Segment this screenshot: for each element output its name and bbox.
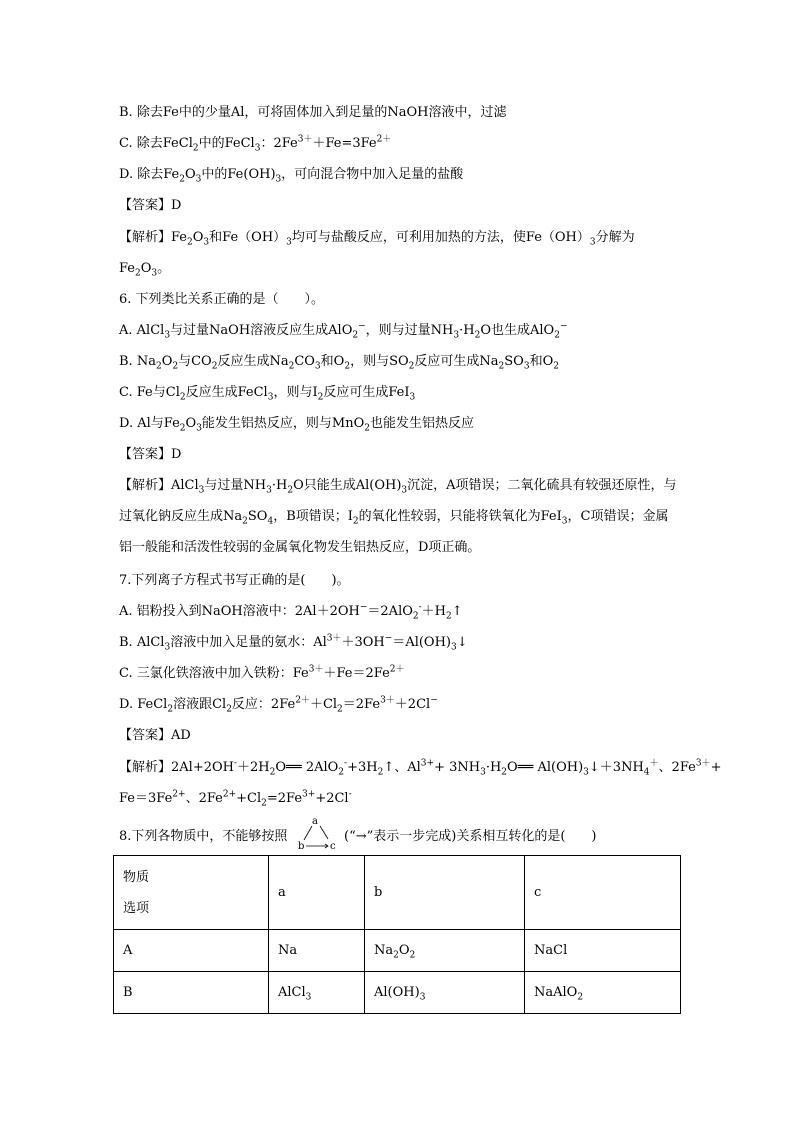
q5-analysis-line2: $Fe_2O_3$。 [119,261,171,279]
q8-stem-part2: (“→”表示一步完成)关系相互转化的是( ) [344,829,597,844]
q6-stem: 6. 下列类比关系正确的是（ ）。 [119,292,325,307]
q7-analysis-line2: $Fe=3Fe^{2+}$、$2Fe^{2+}+Cl_2=2Fe^{3+}+2Cl^-$ [119,789,352,809]
q7-stem: 7.下列离子方程式书写正确的是( )。 [119,573,350,588]
q7-analysis-line1: 【解析】$2Al+2OH^-+2H_2O══$ $2AlO_2^-+3H_2↑$、$Al^{3+}+$ $3NH_3\cdot H_2O══$ $Al(OH)_3↓+3NH_4^+$、$2Fe^{3+}+$ [119,758,722,778]
q5-option-c: C. 除去FeCl$_2$中的FeCl$_3$：$2Fe^{3+}+Fe=3Fe^{2+}$ [119,134,392,154]
q5-option-d: D. 除去$Fe_2O_3$中的$Fe(OH)_3$，可向混合物中加入足量的盐酸 [119,167,464,185]
q5-answer: 【答案】D [119,198,182,213]
row-label: B [114,972,269,1014]
table-row [114,972,681,1014]
table-corner-cell: 物质 选项 [114,856,269,930]
q7-option-a: A. 铝粉投入到NaOH溶液中：$2Al+2OH^-=2AlO_2^-+H_2↑$ [119,602,463,622]
diagram-label-a: a [312,816,318,827]
diagram-arrow-a-to-c [320,826,328,839]
q7-option-d: D. FeCl$_2$溶液跟$Cl_2$反应：$2Fe^{2+}+Cl_2=2Fe^{3+}+2Cl^-$ [119,695,438,715]
cell-b: $Al(OH)_3$ [365,972,525,1014]
cell-c: NaAlO$_2$ [525,972,681,1014]
q5-analysis-line1: 【解析】$Fe_2O_3$和$Fe(OH)_3$均可与盐酸反应，可利用加热的方法，使$Fe(OH)_3$分解为 [119,230,635,248]
q6-analysis: 【解析】AlCl$_3$与过量$NH_3\cdot H_2O$只能生成$Al(OH)_3$沉淀，A项错误；二氧化硫具有较强还原性，与过氧化钠反应生成$Na_2SO_4$，B项错误；$I_2$的氧化性较弱，只能将铁氧化为FeI$_3$，C项错误；金属铝一般能和活泼性较弱的金属氧化物发生铝热反应，D项正确。 [119,478,677,555]
cell-c: NaCl [525,930,681,972]
cell-a: AlCl$_3$ [269,972,365,1014]
table-header-row [114,856,681,930]
q6-answer: 【答案】D [119,447,182,462]
row-label: A [114,930,269,972]
q6-option-a: A. AlCl$_3$与过量NaOH溶液反应生成AlO$_2$−，则与过量$NH_3\cdot H_2O$也生成AlO$_2$− [119,321,568,341]
table-row [114,930,681,972]
column-header-c: c [525,856,681,930]
q7-option-b: B. AlCl$_3$溶液中加入足量的氨水：$Al^{3+}+3OH^-=Al(OH)_3↓$ [119,633,468,653]
q6-option-b: B. $Na_2O_2$与$CO_2$反应生成$Na_2CO_3$和$O_2$，则与$SO_2$反应可生成$Na_2SO_3$和$O_2$ [119,354,559,372]
cell-a: Na [269,930,365,972]
column-header-a: a [269,856,365,930]
q6-option-c: C. Fe与$Cl_2$反应生成FeCl$_3$，则与$I_2$反应可生成FeI$_3$ [119,385,416,403]
q6-option-d: D. Al与$Fe_2O_3$能发生铝热反应，则与MnO$_2$也能发生铝热反应 [119,416,475,434]
column-header-b: b [365,856,525,930]
diagram-label-c: c [330,841,336,852]
q8-options-table [113,855,681,1014]
cell-b: $Na_2O_2$ [365,930,525,972]
q5-option-b: B. 除去Fe中的少量Al，可将固体加入到足量的NaOH溶液中，过滤 [119,105,507,120]
q8-stem-part1: 8.下列各物质中，不能够按照 [119,829,288,844]
q7-option-c: C. 三氯化铁溶液中加入铁粉：$Fe^{3+}+Fe=2Fe^{2+}$ [119,664,405,681]
q7-answer: 【答案】AD [119,728,191,743]
conversion-triangle-diagram [298,816,338,852]
diagram-label-b: b [298,841,305,852]
diagram-arrow-b-to-a [304,826,312,840]
